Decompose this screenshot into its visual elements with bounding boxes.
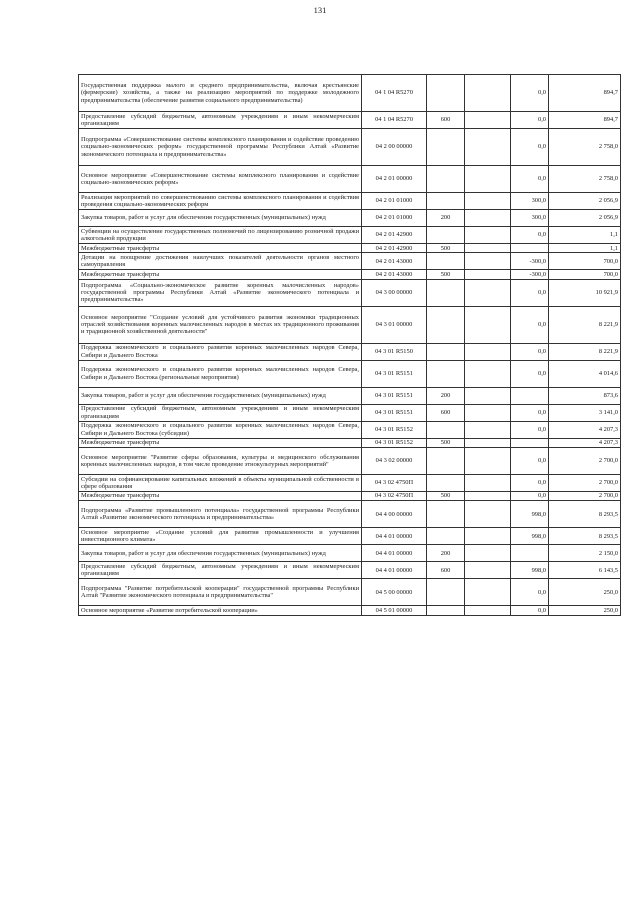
row-expense-type-cell	[427, 343, 465, 360]
row-total-cell: 4 207,3	[549, 421, 621, 438]
row-expense-type-cell: 500	[427, 491, 465, 500]
row-name-cell: Закупка товаров, работ и услуг для обеспечения государственных (муниципальных) нужд	[79, 387, 362, 404]
row-expense-type-cell	[427, 360, 465, 387]
row-name-cell: Поддержка экономического и социального развития коренных малочисленных народов Севера, Сибири и Дальнего Востока (субсидии)	[79, 421, 362, 438]
row-change-cell: -300,0	[511, 270, 549, 279]
row-name-cell: Закупка товаров, работ и услуг для обеспечения государственных (муниципальных) нужд	[79, 545, 362, 562]
row-code-cell: 04 4 01 00000	[362, 562, 427, 579]
row-code-cell: 04 5 01 00000	[362, 606, 427, 616]
row-name-cell: Субвенции на осуществление государственных полномочий по лицензированию розничной продажи алкогольной продукции	[79, 227, 362, 244]
row-code-cell: 04 3 01 00000	[362, 306, 427, 343]
row-code-cell: 04 3 02 4750П	[362, 491, 427, 500]
row-total-cell: 1,1	[549, 244, 621, 253]
row-code-cell: 04 2 01 42900	[362, 244, 427, 253]
row-total-cell: 2 700,0	[549, 447, 621, 474]
table-row	[79, 227, 621, 244]
row-total-cell: 250,0	[549, 579, 621, 606]
row-expense-type-cell: 600	[427, 112, 465, 129]
row-blank-cell	[465, 112, 511, 129]
row-total-cell: 700,0	[549, 253, 621, 270]
row-code-cell: 04 2 00 00000	[362, 129, 427, 166]
row-expense-type-cell	[427, 474, 465, 491]
row-code-cell: 04 2 01 43000	[362, 253, 427, 270]
table-row	[79, 112, 621, 129]
row-name-cell: Основное мероприятие «Развитие потребительской кооперации»	[79, 606, 362, 616]
table-row	[79, 447, 621, 474]
table-row	[79, 166, 621, 193]
row-blank-cell	[465, 306, 511, 343]
row-expense-type-cell: 500	[427, 270, 465, 279]
row-name-cell: Предоставление субсидий бюджетным, автономным учреждениям и иным некоммерческим организациям	[79, 562, 362, 579]
row-code-cell: 04 3 02 00000	[362, 447, 427, 474]
table-row	[79, 306, 621, 343]
row-total-cell: 894,7	[549, 112, 621, 129]
row-change-cell: 0,0	[511, 579, 549, 606]
row-change-cell: 0,0	[511, 343, 549, 360]
row-blank-cell	[465, 129, 511, 166]
row-expense-type-cell	[427, 447, 465, 474]
table-row	[79, 545, 621, 562]
row-name-cell: Закупка товаров, работ и услуг для обеспечения государственных (муниципальных) нужд	[79, 210, 362, 227]
row-expense-type-cell: 200	[427, 545, 465, 562]
row-expense-type-cell: 600	[427, 404, 465, 421]
row-name-cell: Межбюджетные трансферты	[79, 491, 362, 500]
row-expense-type-cell	[427, 306, 465, 343]
row-code-cell: 04 1 04 R5270	[362, 112, 427, 129]
table-row	[79, 579, 621, 606]
table-row	[79, 244, 621, 253]
row-blank-cell	[465, 501, 511, 528]
row-code-cell: 04 5 00 00000	[362, 579, 427, 606]
row-code-cell: 04 2 01 43000	[362, 270, 427, 279]
row-total-cell: 8 221,9	[549, 306, 621, 343]
row-name-cell: Государственная поддержка малого и среднего предпринимательства, включая крестьянские (фермерские) хозяйства, а также на реализацию мероприятий по поддержке молодежного предпринимательства (обеспечение развития социального предпринимательства)	[79, 75, 362, 112]
row-change-cell: 300,0	[511, 193, 549, 210]
row-total-cell: 8 293,5	[549, 528, 621, 545]
row-name-cell: Подпрограмма «Социально-экономическое развитие коренных малочисленных народов» государственной программы Республики Алтай «Развитие экономического потенциала и предпринимательства»	[79, 279, 362, 306]
row-code-cell: 04 3 01 R5150	[362, 343, 427, 360]
row-total-cell: 2 758,0	[549, 129, 621, 166]
row-total-cell: 700,0	[549, 270, 621, 279]
row-name-cell: Поддержка экономического и социального развития коренных малочисленных народов Севера, Сибири и Дальнего Востока (региональные мероприятия)	[79, 360, 362, 387]
row-total-cell: 2 056,9	[549, 193, 621, 210]
row-expense-type-cell	[427, 129, 465, 166]
row-blank-cell	[465, 279, 511, 306]
row-code-cell: 04 3 01 R5151	[362, 387, 427, 404]
row-blank-cell	[465, 528, 511, 545]
row-total-cell: 894,7	[549, 75, 621, 112]
row-total-cell: 6 143,5	[549, 562, 621, 579]
row-change-cell: 300,0	[511, 210, 549, 227]
table-row	[79, 491, 621, 500]
row-expense-type-cell	[427, 279, 465, 306]
row-change-cell: 0,0	[511, 306, 549, 343]
row-expense-type-cell	[427, 193, 465, 210]
row-total-cell: 873,6	[549, 387, 621, 404]
row-name-cell: Межбюджетные трансферты	[79, 438, 362, 447]
row-expense-type-cell	[427, 253, 465, 270]
row-code-cell: 04 3 01 R5151	[362, 404, 427, 421]
row-name-cell: Основное мероприятие «Создание условий для развития промышленности и улучшения инвестиционного климата»	[79, 528, 362, 545]
row-blank-cell	[465, 343, 511, 360]
row-total-cell: 2 150,0	[549, 545, 621, 562]
row-blank-cell	[465, 75, 511, 112]
row-change-cell: 0,0	[511, 447, 549, 474]
row-expense-type-cell	[427, 166, 465, 193]
row-expense-type-cell: 600	[427, 562, 465, 579]
row-change-cell: 0,0	[511, 166, 549, 193]
row-total-cell: 8 221,9	[549, 343, 621, 360]
row-total-cell: 4 014,6	[549, 360, 621, 387]
row-total-cell: 250,0	[549, 606, 621, 616]
row-name-cell: Предоставление субсидий бюджетным, автономным учреждениям и иным некоммерческим организациям	[79, 404, 362, 421]
row-expense-type-cell	[427, 421, 465, 438]
row-code-cell: 04 2 01 42900	[362, 227, 427, 244]
budget-table	[78, 74, 621, 616]
table-row	[79, 193, 621, 210]
row-name-cell: Основное мероприятие "Создание условий для устойчивого развития экономики традиционных отраслей хозяйствования коренных малочисленных народов в местах их традиционного проживания и традиционной хозяйственной деятельности"	[79, 306, 362, 343]
row-total-cell: 8 293,5	[549, 501, 621, 528]
row-name-cell: Предоставление субсидий бюджетным, автономным учреждениям и иным некоммерческим организациям	[79, 112, 362, 129]
table-row	[79, 606, 621, 616]
row-expense-type-cell: 500	[427, 438, 465, 447]
row-change-cell: 0,0	[511, 421, 549, 438]
table-row	[79, 210, 621, 227]
row-change-cell: 0,0	[511, 404, 549, 421]
row-change-cell	[511, 387, 549, 404]
row-change-cell: 0,0	[511, 491, 549, 500]
table-row	[79, 129, 621, 166]
row-total-cell: 3 141,0	[549, 404, 621, 421]
row-blank-cell	[465, 447, 511, 474]
table-body	[79, 75, 621, 616]
row-code-cell: 04 3 01 R5152	[362, 438, 427, 447]
row-blank-cell	[465, 579, 511, 606]
row-code-cell: 04 2 01 00000	[362, 166, 427, 193]
row-expense-type-cell	[427, 579, 465, 606]
row-code-cell: 04 2 01 01000	[362, 210, 427, 227]
row-change-cell: -300,0	[511, 253, 549, 270]
row-blank-cell	[465, 253, 511, 270]
row-blank-cell	[465, 166, 511, 193]
row-change-cell: 998,0	[511, 562, 549, 579]
row-expense-type-cell	[427, 501, 465, 528]
table-row	[79, 474, 621, 491]
row-code-cell: 04 3 01 R5151	[362, 360, 427, 387]
row-total-cell: 2 700,0	[549, 491, 621, 500]
table-row	[79, 501, 621, 528]
row-change-cell	[511, 545, 549, 562]
row-code-cell: 04 4 01 00000	[362, 545, 427, 562]
row-name-cell: Поддержка экономического и социального развития коренных малочисленных народов Севера, Сибири и Дальнего Востока	[79, 343, 362, 360]
row-blank-cell	[465, 404, 511, 421]
row-change-cell	[511, 438, 549, 447]
table-row	[79, 438, 621, 447]
row-code-cell: 04 2 01 01000	[362, 193, 427, 210]
page-number: 131	[313, 5, 327, 15]
row-change-cell: 0,0	[511, 474, 549, 491]
row-change-cell: 998,0	[511, 501, 549, 528]
row-change-cell: 0,0	[511, 279, 549, 306]
row-total-cell: 2 700,0	[549, 474, 621, 491]
row-change-cell: 998,0	[511, 528, 549, 545]
row-blank-cell	[465, 438, 511, 447]
row-blank-cell	[465, 491, 511, 500]
row-name-cell: Основное мероприятие "Развитие сферы образования, культуры и медицинского обслуживания коренных малочисленных народов, в том числе проведение этнокультурных мероприятий"	[79, 447, 362, 474]
table-row	[79, 75, 621, 112]
row-code-cell: 04 3 01 R5152	[362, 421, 427, 438]
row-code-cell: 04 3 00 00000	[362, 279, 427, 306]
table-row	[79, 270, 621, 279]
row-change-cell: 0,0	[511, 75, 549, 112]
row-blank-cell	[465, 270, 511, 279]
row-blank-cell	[465, 244, 511, 253]
row-expense-type-cell: 200	[427, 210, 465, 227]
row-expense-type-cell: 500	[427, 244, 465, 253]
row-blank-cell	[465, 227, 511, 244]
row-code-cell: 04 4 01 00000	[362, 528, 427, 545]
table-row	[79, 387, 621, 404]
row-blank-cell	[465, 474, 511, 491]
row-total-cell: 10 921,9	[549, 279, 621, 306]
row-blank-cell	[465, 360, 511, 387]
row-blank-cell	[465, 193, 511, 210]
row-code-cell: 04 3 02 4750П	[362, 474, 427, 491]
table-row	[79, 279, 621, 306]
row-blank-cell	[465, 421, 511, 438]
table-row	[79, 253, 621, 270]
row-name-cell: Межбюджетные трансферты	[79, 270, 362, 279]
row-name-cell: Основное мероприятие «Совершенствование системы комплексного планирования и содействие социально-экономических реформ»	[79, 166, 362, 193]
row-name-cell: Дотации на поощрение достижения наилучших показателей деятельности органов местного самоуправления	[79, 253, 362, 270]
row-code-cell: 04 1 04 R5270	[362, 75, 427, 112]
row-blank-cell	[465, 606, 511, 616]
row-total-cell: 2 758,0	[549, 166, 621, 193]
table-row	[79, 360, 621, 387]
row-blank-cell	[465, 562, 511, 579]
row-change-cell: 0,0	[511, 129, 549, 166]
row-expense-type-cell	[427, 75, 465, 112]
row-code-cell: 04 4 00 00000	[362, 501, 427, 528]
row-blank-cell	[465, 387, 511, 404]
table-row	[79, 404, 621, 421]
row-name-cell: Межбюджетные трансферты	[79, 244, 362, 253]
row-total-cell: 4 207,3	[549, 438, 621, 447]
row-change-cell	[511, 244, 549, 253]
row-name-cell: Подпрограмма «Развитие промышленного потенциала» государственной программы Республики Алтай «Развитие экономического потенциала и предпринимательства»	[79, 501, 362, 528]
table-row	[79, 343, 621, 360]
row-name-cell: Реализация мероприятий по совершенствованию системы комплексного планирования и содействия проведения социально-экономических реформ	[79, 193, 362, 210]
row-blank-cell	[465, 210, 511, 227]
table-row	[79, 421, 621, 438]
row-name-cell: Подпрограмма "Развитие потребительской кооперации" государственной программы Республики Алтай "Развитие экономического потенциала и предпринимательства"	[79, 579, 362, 606]
row-blank-cell	[465, 545, 511, 562]
row-expense-type-cell: 200	[427, 387, 465, 404]
row-name-cell: Подпрограмма «Совершенствование системы комплексного планирования и содействие проведению социально-экономических реформ» государственной программы Республики Алтай «Развитие экономического потенциала и предпринимательства»	[79, 129, 362, 166]
row-change-cell: 0,0	[511, 112, 549, 129]
row-expense-type-cell	[427, 606, 465, 616]
row-total-cell: 1,1	[549, 227, 621, 244]
table-row	[79, 562, 621, 579]
row-expense-type-cell	[427, 528, 465, 545]
row-change-cell: 0,0	[511, 606, 549, 616]
row-name-cell: Субсидии на софинансирование капитальных вложений в объекты муниципальной собственности в сфере образования	[79, 474, 362, 491]
table-row	[79, 528, 621, 545]
row-total-cell: 2 056,9	[549, 210, 621, 227]
row-change-cell: 0,0	[511, 227, 549, 244]
row-change-cell: 0,0	[511, 360, 549, 387]
row-expense-type-cell	[427, 227, 465, 244]
